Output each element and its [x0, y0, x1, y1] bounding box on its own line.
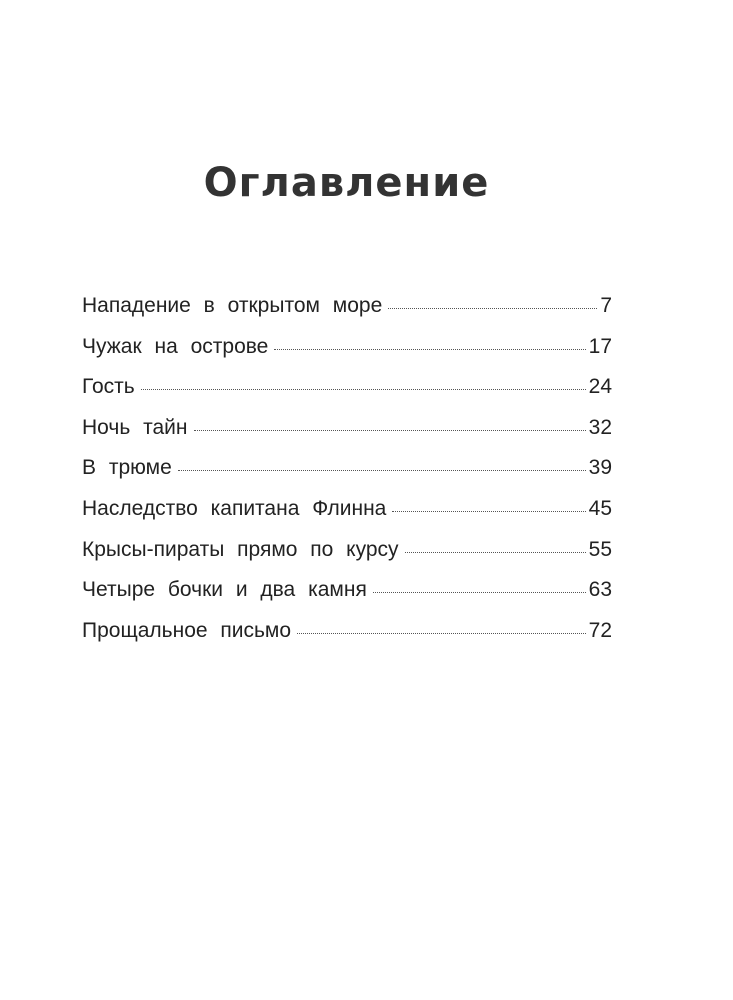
toc-dot-leader [392, 511, 585, 512]
toc-entry-title: Четыре бочки и два камня [82, 578, 367, 602]
toc-dot-leader [405, 552, 586, 553]
toc-entry-title: Нападение в открытом море [82, 294, 383, 317]
toc-dot-leader [373, 592, 586, 593]
toc-entry-title: Чужак на острове [82, 334, 269, 358]
toc-entry [82, 573, 612, 614]
toc-entry-page: 63 [588, 578, 612, 602]
toc-dot-leader [274, 349, 585, 350]
toc-entry [82, 533, 612, 574]
toc-entry [82, 492, 612, 533]
toc-dot-leader [297, 633, 586, 634]
toc-dot-leader [178, 470, 586, 471]
toc-entry [82, 451, 612, 492]
toc-dot-leader [194, 430, 586, 431]
toc-entry-title: Гость [82, 375, 135, 399]
toc-entry [82, 411, 612, 452]
toc-entry [82, 370, 612, 411]
table-of-contents [82, 289, 612, 654]
toc-dot-leader [388, 308, 597, 309]
toc-entry-page: 17 [588, 334, 612, 358]
toc-entry-title: Наследство капитана Флинна [82, 496, 387, 520]
toc-entry-page: 39 [588, 456, 612, 480]
toc-entry-title: Прощальное письмо [82, 618, 292, 642]
toc-entry-title: Крысы-пираты прямо по курсу [82, 537, 399, 561]
page-title: Оглавление [203, 160, 490, 206]
toc-entry [82, 614, 612, 655]
toc-entry-title: В трюме [82, 456, 172, 480]
toc-entry-title: Ночь тайн [82, 415, 188, 439]
toc-entry-page: 45 [588, 496, 612, 520]
toc-dot-leader [141, 389, 586, 390]
toc-entry [82, 289, 612, 330]
toc-entry-page: 24 [588, 375, 612, 399]
toc-entry-page: 32 [588, 415, 612, 439]
toc-entry [82, 330, 612, 371]
toc-entry-page: 7 [600, 294, 612, 317]
toc-entry-page: 55 [588, 537, 612, 561]
toc-entry-page: 72 [588, 618, 612, 642]
